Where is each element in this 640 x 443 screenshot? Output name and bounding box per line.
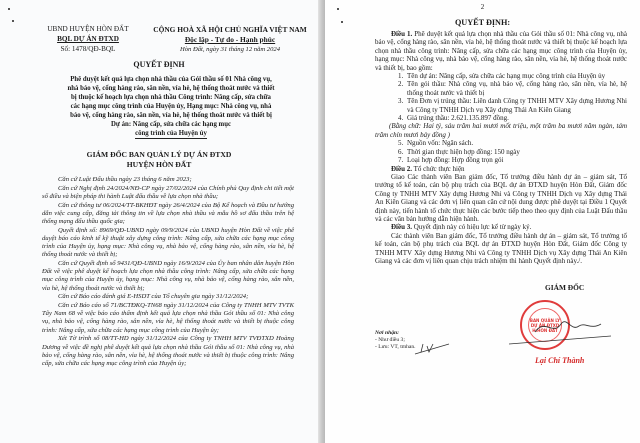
decision-heading: QUYẾT ĐỊNH:: [454, 18, 511, 27]
article-1-label: Điều 1.: [391, 30, 413, 38]
legal-basis-item: Quyết định số: 8969/QĐ-UBND ngày 09/9/2024 của UBND huyện Hòn Đất về việc phê duyệt báo cáo kinh tế kỹ thuật xây dựng công trình: Nâng cấp, sửa chữa các hạng mục công trình của Huyện ủy, hạng mục: Nhà công vụ, nhà bảo vệ, cổng hàng rào, sân nền, vỉa hè, hệ thống thoát nước và thiết bị;: [42, 226, 294, 259]
authority-line-1: GIÁM ĐỐC BAN QUẢN LÝ DỰ ÁN ĐTXD: [86, 150, 232, 159]
article-3-title: Quyết định này có hiệu lực kể từ ngày ký.: [412, 223, 532, 232]
national-motto: Độc lập - Tự do - Hạnh phúc: [184, 35, 276, 44]
signer-title: GIÁM ĐỐC: [545, 283, 585, 292]
article-item: 3. Tên Đơn vị trúng thầu: Liên danh Công ty TNHH MTV Xây dựng Hương Nhi và Công ty TNHH Dịch vụ Xây dựng Thái An Kiên Giang: [405, 97, 627, 114]
scan-speck: [8, 8, 10, 10]
article-2-heading: [375, 165, 627, 173]
summary-last-line: công trình của Huyện ủy: [135, 130, 207, 137]
article-item: 7. Loại hợp đồng: Hợp đồng trọn gói: [405, 156, 627, 164]
issuer-parent-org: UBND HUYỆN HÒN ĐẤT: [47, 25, 129, 33]
national-header: [150, 25, 310, 55]
issuer-org: BQL DỰ ÁN ĐTXD: [57, 35, 119, 43]
legal-basis-item: Xét Tờ trình số 08/TT-HD ngày 31/12/2024 của Công ty TNHH MTV TVĐTXD Hoàng Dương về việc đề nghị phê duyệt kết quả lựa chọn nhà thầu Gói thầu số 01: Nhà công vụ, nhà bảo vệ, cổng hàng rào, sân nền, vỉa hè, hệ thống thoát nước và thiết bị thuộc công trình: Nâng cấp, sửa chữa các hạng mục công trình của Huyện ủy;: [42, 335, 294, 367]
authority-line-2: HUYỆN HÒN ĐẤT: [126, 160, 192, 169]
recipient-item: - Như điều 3;: [375, 337, 405, 343]
recipient-item: - Lưu: VT, tmhan.: [375, 344, 416, 350]
legal-basis-item: Căn cứ Báo cáo đánh giá E-HSDT của Tổ chuyên gia ngày 31/12/2024;: [58, 293, 249, 301]
article-3-label: Điều 3.: [391, 223, 412, 232]
article-1-items-continued: [375, 139, 627, 164]
legal-basis-item: Căn cứ Nghị định 24/2024/NĐ-CP ngày 27/02/2024 của Chính phủ Quy định chi tiết một số điều và biện pháp thi hành Luật đấu thầu về lựa chọn nhà thầu;: [42, 184, 294, 200]
place-date: Hòn Đất, ngày 31 tháng 12 năm 2024: [179, 46, 280, 53]
article-3-text: Các thành viên Ban giám đốc, Tổ trưởng điều hành dự án – giám sát, Tổ trưởng tổ kế toán, cán bộ phụ trách của BQL dự án ĐTXD huyện Hòn Đất, Giám đốc Công ty TNHH MTV Xây dựng Hương Nhi và Công ty TNHH Dịch vụ Xây dựng Thái An Kiên Giang và các đơn vị liên quan chịu trách nhiệm thi hành Quyết định này./.: [375, 231, 627, 265]
signer-name: Lại Chí Thành: [535, 356, 585, 365]
page-separator: [318, 0, 325, 443]
document-page-1: [0, 0, 318, 443]
document-number: Số: 1478/QĐ-BQL: [60, 45, 116, 53]
article-2-text: Giao Các thành viên Ban giám đốc, Tổ trưởng điều hành dự án – giám sát, Tổ trưởng tổ kế toán, cán bộ phụ trách của BQL dự án ĐTXD huyện Hòn Đất, Giám đốc Công ty TNHH MTV Xây dựng Hương Nhi và Công ty TNHH Dịch vụ Xây dựng Thái An Kiên Giang và các đơn vị liên quan căn cứ nội dung được phê duyệt tại Điều 1 Quyết định này, tiến hành tổ chức thực hiện các bước tiếp theo theo quy định của Luật Đấu thầu và các văn bản hướng dẫn hiện hành.: [375, 172, 627, 223]
article-2-label: Điều 2.: [391, 164, 412, 173]
issuer-block: [38, 24, 138, 54]
recipients-block: [375, 330, 416, 351]
initials-signature-icon: [413, 340, 453, 358]
article-item: 6. Thời gian thực hiện hợp đồng: 150 ngày: [405, 148, 627, 156]
authority-heading: [0, 150, 318, 170]
scan-speck: [12, 20, 14, 22]
amount-in-words: (Bằng chữ: Hai tỷ, sáu trăm hai mươi mốt triệu, một trăm ba mươi năm ngàn, tám trăm chín mươi bảy đồng ): [375, 122, 627, 139]
article-3-heading: [375, 223, 627, 231]
article-item: 1. Tên dự án: Nâng cấp, sửa chữa các hạng mục công trình của Huyện ủy: [405, 72, 627, 80]
nation-name: CỘNG HOÀ XÃ HỘI CHỦ NGHĨA VIỆT NAM: [153, 25, 307, 34]
legal-bases: [42, 176, 294, 369]
legal-basis-item: Căn cứ Luật Đấu thầu ngày 23 tháng 6 năm 2023;: [58, 176, 192, 183]
decision-summary: [66, 75, 276, 139]
handwritten-signature-icon: [505, 310, 615, 350]
article-1: [375, 30, 627, 72]
document-page-2: [325, 0, 640, 443]
page-number: 2: [480, 3, 485, 11]
article-1-items: [375, 72, 627, 122]
legal-basis-item: Căn cứ Báo cáo số 71/BCTĐKQ-TN68 ngày 31/12/2024 của Công ty TNHH MTV TVTK Tây Nam 68 về việc báo cáo thẩm định kết quả lựa chọn nhà thầu Gói thầu số 01: Nhà công vụ, nhà bảo vệ, cổng hàng rào, sân nền, vỉa hè, hệ thống thoát nước và thiết bị thuộc công trình: Nâng cấp, sửa chữa các hạng mục công trình của Huyện ủy;: [42, 302, 294, 334]
article-1-text: Phê duyệt kết quả lựa chọn nhà thầu của Gói thầu số 01: Nhà công vụ, nhà bảo vệ, cổng hàng rào, sân nền, vỉa hè, hệ thống thoát nước và thiết bị thuộc kế hoạch lựa chọn nhà thầu công trình: Nâng cấp, sửa chữa các hạng mục công trình của Huyện ủy, hạng mục: Nhà công vụ, nhà bảo vệ, cổng hàng rào, sân nền, vỉa hè, hệ thống thoát nước và thiết bị, bao gồm:: [375, 30, 627, 72]
summary-text: Phê duyệt kết quả lựa chọn nhà thầu của Gói thầu số 01 Nhà công vụ, nhà bảo vệ, cổng hàng rào, sân nền, vỉa hè, hệ thống thoát nước và thiết bị thuộc kế hoạch lựa chọn nhà thầu Công trình: Nâng cấp, sửa chữa các hạng mục công trình của Huyện ủy, Hạng mục: Nhà công vụ, nhà bảo vệ, cổng hàng rào, sân nền, vỉa hè, hệ thống thoát nước và thiết bị Dự án: Nâng cấp, sửa chữa các hạng mục: [67, 76, 275, 128]
article-item: 2. Tên gói thầu: Nhà công vụ, nhà bảo vệ, cổng hàng rào, sân nền, vỉa hè, hệ thống thoát nước và thiết bị: [405, 80, 627, 97]
article-item: 4. Giá trúng thầu: 2.621.135.897 đồng.: [405, 114, 627, 122]
legal-basis-item: Căn cứ thông tư 06/2024/TT-BKHĐT ngày 26/4/2024 của Bộ Kế hoạch và Đầu tư hướng dẫn việc cung cấp, đăng tải thông tin về lựa chọn nhà thầu và mẫu hồ sơ đấu thầu trên hệ thống mạng đấu thầu quốc gia;: [42, 201, 294, 226]
article-2-title: Tổ chức thực hiện: [412, 164, 465, 173]
legal-basis-item: Căn cứ Quyết định số 9431/QĐ-UBND ngày 16/9/2024 của Ủy ban nhân dân huyện Hòn Đất về việc phê duyệt kế hoạch lựa chọn nhà thầu công trình: Nâng cấp, sửa chữa các hạng mục công trình của Huyện ủy, hạng mục: Nhà công vụ, nhà bảo vệ, cổng hàng rào, sân nền, vỉa hè, hệ thống thoát nước và thiết bị;: [42, 260, 294, 292]
article-item: 5. Nguồn vốn: Ngân sách.: [405, 139, 627, 147]
recipients-label: Nơi nhận:: [375, 330, 399, 336]
seal-text: BAN QUẢN LÝ DỰ ÁN ĐTXD H.HÒN ĐẤT: [528, 308, 562, 342]
decision-articles: [375, 30, 627, 265]
document-title: QUYẾT ĐỊNH: [133, 60, 185, 69]
